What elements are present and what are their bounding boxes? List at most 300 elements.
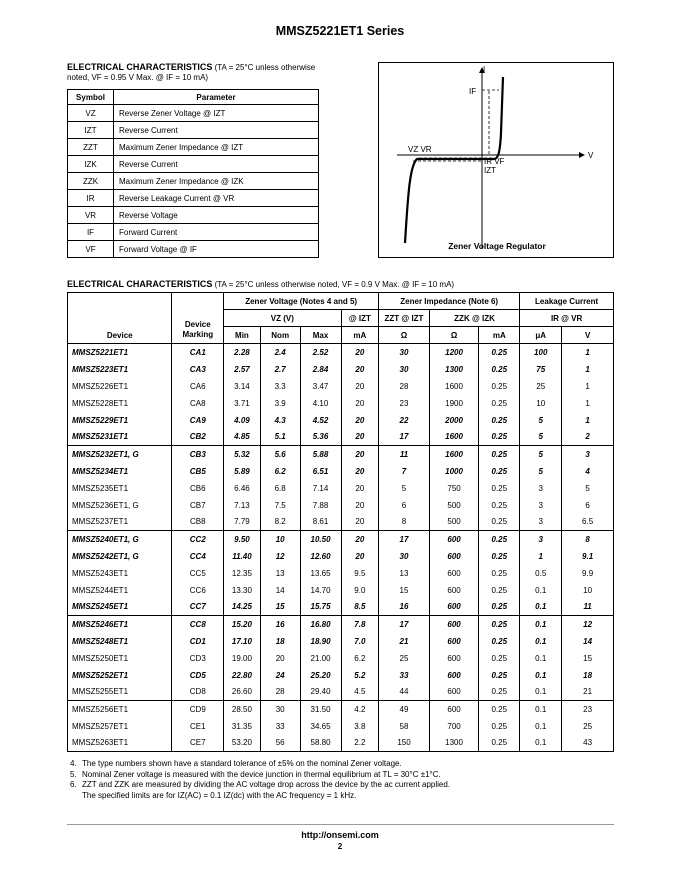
col-zzk: ZZK @ IZK	[429, 310, 519, 327]
cell-izt: 20	[341, 378, 379, 395]
unit-v: V	[562, 327, 614, 344]
cell-izk: 0.25	[479, 735, 520, 752]
cell-vz-max: 21.00	[300, 650, 341, 667]
cell-marking: CB3	[172, 446, 224, 463]
cell-izk: 0.25	[479, 463, 520, 480]
cell-izk: 0.25	[479, 514, 520, 531]
cell-ir: 3	[520, 531, 562, 548]
cell-zzt: 49	[379, 701, 430, 718]
cell-zzt: 8	[379, 514, 430, 531]
cell-vr: 6.5	[562, 514, 614, 531]
cell-vz-nom: 5.6	[260, 446, 300, 463]
cell-zzt: 30	[379, 361, 430, 378]
cell-izt: 9.5	[341, 565, 379, 582]
cell-izt: 4.5	[341, 684, 379, 701]
cell-vz-max: 29.40	[300, 684, 341, 701]
cell-vz-nom: 2.4	[260, 344, 300, 361]
device-row	[68, 667, 614, 684]
cell-izt: 20	[341, 344, 379, 361]
cell-device: MMSZ5231ET1	[68, 429, 172, 446]
cell-vr: 1	[562, 412, 614, 429]
cell-izt: 20	[341, 480, 379, 497]
cell-ir: 3	[520, 514, 562, 531]
cell-vr: 15	[562, 650, 614, 667]
footnote	[70, 770, 615, 781]
cell-vz-min: 7.13	[224, 497, 261, 514]
cell-vr: 11	[562, 599, 614, 616]
device-characteristics-table	[67, 292, 614, 752]
cell-vr: 43	[562, 735, 614, 752]
cell-vz-nom: 20	[260, 650, 300, 667]
cell-izk: 0.25	[479, 616, 520, 633]
cell-izk: 0.25	[479, 497, 520, 514]
cell-vz-min: 14.25	[224, 599, 261, 616]
cell-vz-min: 17.10	[224, 633, 261, 650]
cell-device: MMSZ5243ET1	[68, 565, 172, 582]
device-row	[68, 344, 614, 361]
cell-ir: 1	[520, 548, 562, 565]
cell-zzt: 6	[379, 497, 430, 514]
cell-vz-nom: 16	[260, 616, 300, 633]
cell-ir: 0.1	[520, 582, 562, 599]
cell-izk: 0.25	[479, 582, 520, 599]
cell-zzk: 600	[429, 667, 479, 684]
device-row	[68, 684, 614, 701]
symbol-cell: ZZT	[68, 139, 114, 156]
cell-zzt: 23	[379, 395, 430, 412]
cell-vr: 4	[562, 463, 614, 480]
cell-zzk: 600	[429, 633, 479, 650]
cell-device: MMSZ5252ET1	[68, 667, 172, 684]
cell-izt: 3.8	[341, 718, 379, 735]
footer-url[interactable]: http://onsemi.com	[301, 830, 379, 840]
cell-ir: 0.1	[520, 633, 562, 650]
cell-zzt: 30	[379, 344, 430, 361]
cell-vz-min: 2.57	[224, 361, 261, 378]
electrical-characteristics-heading	[67, 62, 327, 83]
cell-vz-nom: 14	[260, 582, 300, 599]
cell-izt: 6.2	[341, 650, 379, 667]
cell-vz-min: 6.46	[224, 480, 261, 497]
cell-vz-min: 7.79	[224, 514, 261, 531]
col-symbol: Symbol	[68, 90, 114, 105]
cell-vz-max: 58.80	[300, 735, 341, 752]
cell-zzt: 28	[379, 378, 430, 395]
symbol-cell: IZK	[68, 156, 114, 173]
device-row	[68, 531, 614, 548]
device-row	[68, 582, 614, 599]
cell-zzk: 600	[429, 684, 479, 701]
device-row	[68, 633, 614, 650]
cell-vz-max: 25.20	[300, 667, 341, 684]
cell-ir: 5	[520, 446, 562, 463]
cell-vz-nom: 10	[260, 531, 300, 548]
device-row	[68, 599, 614, 616]
group-zener-voltage: Zener Voltage (Notes 4 and 5)	[224, 293, 379, 310]
cell-izt: 20	[341, 395, 379, 412]
cell-ir: 0.5	[520, 565, 562, 582]
page-number: 2	[337, 842, 343, 851]
cell-vz-min: 28.50	[224, 701, 261, 718]
cell-device: MMSZ5250ET1	[68, 650, 172, 667]
cell-marking: CD3	[172, 650, 224, 667]
cell-device: MMSZ5248ET1	[68, 633, 172, 650]
cell-vz-min: 12.35	[224, 565, 261, 582]
cell-ir: 0.1	[520, 599, 562, 616]
device-row	[68, 395, 614, 412]
cell-ir: 5	[520, 463, 562, 480]
cell-izt: 7.0	[341, 633, 379, 650]
cell-vz-max: 2.84	[300, 361, 341, 378]
cell-ir: 0.1	[520, 616, 562, 633]
cell-marking: CB5	[172, 463, 224, 480]
group-zener-impedance: Zener Impedance (Note 6)	[379, 293, 520, 310]
cell-ir: 25	[520, 378, 562, 395]
cell-marking: CA9	[172, 412, 224, 429]
cell-izk: 0.25	[479, 650, 520, 667]
cell-zzt: 25	[379, 650, 430, 667]
cell-marking: CD1	[172, 633, 224, 650]
cell-zzt: 150	[379, 735, 430, 752]
device-row	[68, 446, 614, 463]
device-row	[68, 361, 614, 378]
device-row	[68, 514, 614, 531]
symbol-cell: VR	[68, 207, 114, 224]
cell-zzt: 22	[379, 412, 430, 429]
cell-izk: 0.25	[479, 565, 520, 582]
cell-marking: CD8	[172, 684, 224, 701]
cell-vz-min: 3.71	[224, 395, 261, 412]
cell-vz-max: 4.10	[300, 395, 341, 412]
cell-zzt: 30	[379, 548, 430, 565]
cell-marking: CB7	[172, 497, 224, 514]
cell-zzt: 21	[379, 633, 430, 650]
device-row	[68, 701, 614, 718]
cell-izt: 4.2	[341, 701, 379, 718]
cell-vz-min: 5.89	[224, 463, 261, 480]
col-zzt: ZZT @ IZT	[379, 310, 430, 327]
symbol-row	[68, 173, 319, 190]
unit-ua: μA	[520, 327, 562, 344]
cell-vz-min: 2.28	[224, 344, 261, 361]
cell-vz-min: 19.00	[224, 650, 261, 667]
cell-vz-min: 4.09	[224, 412, 261, 429]
group-leakage-current: Leakage Current	[520, 293, 614, 310]
cell-ir: 0.1	[520, 735, 562, 752]
cell-vz-nom: 7.5	[260, 497, 300, 514]
cell-zzt: 7	[379, 463, 430, 480]
cell-izk: 0.25	[479, 633, 520, 650]
cell-vr: 2	[562, 429, 614, 446]
device-row	[68, 650, 614, 667]
cell-izk: 0.25	[479, 412, 520, 429]
label-if: IF	[469, 87, 477, 96]
cell-vz-max: 7.14	[300, 480, 341, 497]
cell-marking: CC8	[172, 616, 224, 633]
symbol-row	[68, 224, 319, 241]
cell-vr: 14	[562, 633, 614, 650]
cell-ir: 0.1	[520, 684, 562, 701]
footer-rule	[67, 824, 614, 825]
footnote-number	[70, 791, 82, 802]
cell-vz-nom: 5.1	[260, 429, 300, 446]
cell-marking: CB6	[172, 480, 224, 497]
symbol-row	[68, 139, 319, 156]
cell-ir: 3	[520, 480, 562, 497]
parameter-cell: Maximum Zener Impedance @ IZT	[114, 139, 319, 156]
cell-device: MMSZ5236ET1, G	[68, 497, 172, 514]
col-max: Max	[300, 327, 341, 344]
cell-vz-max: 3.47	[300, 378, 341, 395]
cell-vz-nom: 15	[260, 599, 300, 616]
footnote	[70, 791, 615, 802]
cell-izt: 8.5	[341, 599, 379, 616]
col-nom: Nom	[260, 327, 300, 344]
cell-izt: 20	[341, 548, 379, 565]
cell-zzk: 600	[429, 616, 479, 633]
device-row	[68, 616, 614, 633]
graph-caption: Zener Voltage Regulator	[448, 241, 546, 251]
page-title: MMSZ5221ET1 Series	[275, 24, 405, 38]
cell-izt: 20	[341, 429, 379, 446]
cell-vz-nom: 30	[260, 701, 300, 718]
cell-vz-nom: 12	[260, 548, 300, 565]
cell-vz-max: 5.88	[300, 446, 341, 463]
cell-vr: 12	[562, 616, 614, 633]
symbol-cell: VF	[68, 241, 114, 258]
cell-izk: 0.25	[479, 361, 520, 378]
cell-vz-min: 4.85	[224, 429, 261, 446]
col-min: Min	[224, 327, 261, 344]
col-ir-vr: IR @ VR	[520, 310, 614, 327]
cell-zzk: 600	[429, 582, 479, 599]
footnote-number: 6.	[70, 780, 77, 789]
cell-marking: CE1	[172, 718, 224, 735]
device-row	[68, 497, 614, 514]
cell-izt: 20	[341, 531, 379, 548]
cell-vz-max: 7.88	[300, 497, 341, 514]
symbol-cell: IF	[68, 224, 114, 241]
cell-ir: 10	[520, 395, 562, 412]
cell-vz-nom: 13	[260, 565, 300, 582]
label-i: I	[483, 65, 486, 74]
cell-vr: 9.9	[562, 565, 614, 582]
unit-ma: mA	[341, 327, 379, 344]
cell-vz-min: 53.20	[224, 735, 261, 752]
cell-izt: 2.2	[341, 735, 379, 752]
heading-conditions: (TA = 25°C unless otherwise noted, VF = 0.9 V Max. @ IF = 10 mA)	[214, 280, 455, 289]
cell-izk: 0.25	[479, 446, 520, 463]
cell-vz-min: 26.60	[224, 684, 261, 701]
col-device: Device	[68, 293, 172, 344]
cell-izt: 20	[341, 446, 379, 463]
symbol-cell: VZ	[68, 105, 114, 122]
device-row	[68, 463, 614, 480]
cell-zzk: 1900	[429, 395, 479, 412]
parameter-cell: Reverse Zener Voltage @ IZT	[114, 105, 319, 122]
cell-device: MMSZ5228ET1	[68, 395, 172, 412]
cell-vz-min: 13.30	[224, 582, 261, 599]
cell-ir: 100	[520, 344, 562, 361]
cell-zzk: 1600	[429, 446, 479, 463]
cell-vz-max: 34.65	[300, 718, 341, 735]
symbol-cell: ZZK	[68, 173, 114, 190]
cell-ir: 0.1	[520, 650, 562, 667]
cell-device: MMSZ5256ET1	[68, 701, 172, 718]
parameter-cell: Forward Current	[114, 224, 319, 241]
cell-vz-min: 22.80	[224, 667, 261, 684]
cell-vz-nom: 3.9	[260, 395, 300, 412]
cell-vr: 1	[562, 378, 614, 395]
cell-zzt: 15	[379, 582, 430, 599]
symbol-cell: IR	[68, 190, 114, 207]
cell-vz-min: 11.40	[224, 548, 261, 565]
cell-vz-max: 14.70	[300, 582, 341, 599]
parameter-cell: Reverse Voltage	[114, 207, 319, 224]
parameter-cell: Forward Voltage @ IF	[114, 241, 319, 258]
footnote-text: Nominal Zener voltage is measured with the device junction in thermal equilibrium at TL = 30°C ±1°C.	[82, 769, 441, 779]
col-at-izt: @ IZT	[341, 310, 379, 327]
cell-marking: CE7	[172, 735, 224, 752]
cell-device: MMSZ5234ET1	[68, 463, 172, 480]
cell-vr: 6	[562, 497, 614, 514]
cell-ir: 3	[520, 497, 562, 514]
cell-device: MMSZ5223ET1	[68, 361, 172, 378]
cell-zzt: 33	[379, 667, 430, 684]
cell-device: MMSZ5240ET1, G	[68, 531, 172, 548]
cell-izk: 0.25	[479, 395, 520, 412]
cell-zzk: 1300	[429, 361, 479, 378]
cell-zzt: 17	[379, 429, 430, 446]
cell-marking: CC4	[172, 548, 224, 565]
cell-zzt: 16	[379, 599, 430, 616]
parameter-cell: Maximum Zener Impedance @ IZK	[114, 173, 319, 190]
cell-izt: 5.2	[341, 667, 379, 684]
cell-ir: 0.1	[520, 718, 562, 735]
cell-zzk: 750	[429, 480, 479, 497]
cell-marking: CA1	[172, 344, 224, 361]
symbol-row	[68, 105, 319, 122]
cell-vz-max: 8.61	[300, 514, 341, 531]
unit-ohm: Ω	[379, 327, 430, 344]
cell-vz-max: 10.50	[300, 531, 341, 548]
cell-zzt: 17	[379, 616, 430, 633]
cell-vz-nom: 6.8	[260, 480, 300, 497]
cell-device: MMSZ5263ET1	[68, 735, 172, 752]
cell-zzk: 500	[429, 514, 479, 531]
cell-vz-min: 31.35	[224, 718, 261, 735]
cell-marking: CD9	[172, 701, 224, 718]
symbol-definition-table	[67, 89, 319, 258]
cell-zzt: 17	[379, 531, 430, 548]
cell-zzk: 1300	[429, 735, 479, 752]
cell-device: MMSZ5221ET1	[68, 344, 172, 361]
cell-vr: 25	[562, 718, 614, 735]
label-v: V	[588, 151, 594, 160]
cell-izk: 0.25	[479, 667, 520, 684]
cell-izt: 9.0	[341, 582, 379, 599]
cell-marking: CC6	[172, 582, 224, 599]
cell-vz-max: 6.51	[300, 463, 341, 480]
device-row	[68, 735, 614, 752]
cell-vz-nom: 4.3	[260, 412, 300, 429]
cell-marking: CA3	[172, 361, 224, 378]
cell-izk: 0.25	[479, 378, 520, 395]
cell-izk: 0.25	[479, 599, 520, 616]
cell-vz-min: 9.50	[224, 531, 261, 548]
cell-ir: 0.1	[520, 667, 562, 684]
cell-vr: 21	[562, 684, 614, 701]
heading-conditions: (TA = 25°C unless otherwise noted, VF = 0.95 V Max. @ IF = 10 mA)	[67, 63, 316, 82]
cell-izk: 0.25	[479, 531, 520, 548]
cell-marking: CC2	[172, 531, 224, 548]
col-parameter: Parameter	[114, 90, 319, 105]
footnote-text: The type numbers shown have a standard tolerance of ±5% on the nominal Zener voltage.	[82, 759, 402, 768]
cell-vz-nom: 3.3	[260, 378, 300, 395]
device-row	[68, 548, 614, 565]
cell-vr: 1	[562, 361, 614, 378]
cell-vz-nom: 56	[260, 735, 300, 752]
cell-izk: 0.25	[479, 684, 520, 701]
footnote-number: 4.	[70, 759, 77, 768]
cell-device: MMSZ5255ET1	[68, 684, 172, 701]
symbol-row	[68, 207, 319, 224]
device-row	[68, 412, 614, 429]
cell-zzk: 600	[429, 701, 479, 718]
cell-device: MMSZ5246ET1	[68, 616, 172, 633]
symbol-cell: IZT	[68, 122, 114, 139]
cell-zzk: 1600	[429, 378, 479, 395]
cell-izt: 20	[341, 514, 379, 531]
symbol-row	[68, 156, 319, 173]
cell-zzt: 44	[379, 684, 430, 701]
cell-zzt: 58	[379, 718, 430, 735]
cell-izk: 0.25	[479, 480, 520, 497]
col-marking: Device Marking	[172, 293, 224, 344]
cell-vz-max: 16.80	[300, 616, 341, 633]
col-vz: VZ (V)	[224, 310, 341, 327]
iv-curve-svg	[379, 63, 615, 259]
cell-zzk: 600	[429, 531, 479, 548]
cell-marking: CD5	[172, 667, 224, 684]
cell-marking: CC7	[172, 599, 224, 616]
unit-ohm-2: Ω	[429, 327, 479, 344]
cell-ir: 5	[520, 412, 562, 429]
cell-zzt: 11	[379, 446, 430, 463]
cell-izt: 20	[341, 361, 379, 378]
cell-zzk: 1600	[429, 429, 479, 446]
cell-zzk: 600	[429, 599, 479, 616]
label-ir-vf: IR VF	[484, 157, 505, 166]
cell-vz-nom: 8.2	[260, 514, 300, 531]
cell-ir: 5	[520, 429, 562, 446]
cell-vz-max: 12.60	[300, 548, 341, 565]
footnote	[70, 780, 615, 791]
symbol-row	[68, 122, 319, 139]
cell-izk: 0.25	[479, 701, 520, 718]
cell-ir: 0.1	[520, 701, 562, 718]
cell-device: MMSZ5232ET1, G	[68, 446, 172, 463]
cell-device: MMSZ5257ET1	[68, 718, 172, 735]
footnotes	[70, 759, 615, 801]
cell-zzk: 1000	[429, 463, 479, 480]
cell-zzk: 1200	[429, 344, 479, 361]
cell-vr: 5	[562, 480, 614, 497]
cell-vz-nom: 18	[260, 633, 300, 650]
cell-device: MMSZ5235ET1	[68, 480, 172, 497]
cell-vz-nom: 24	[260, 667, 300, 684]
cell-izk: 0.25	[479, 548, 520, 565]
